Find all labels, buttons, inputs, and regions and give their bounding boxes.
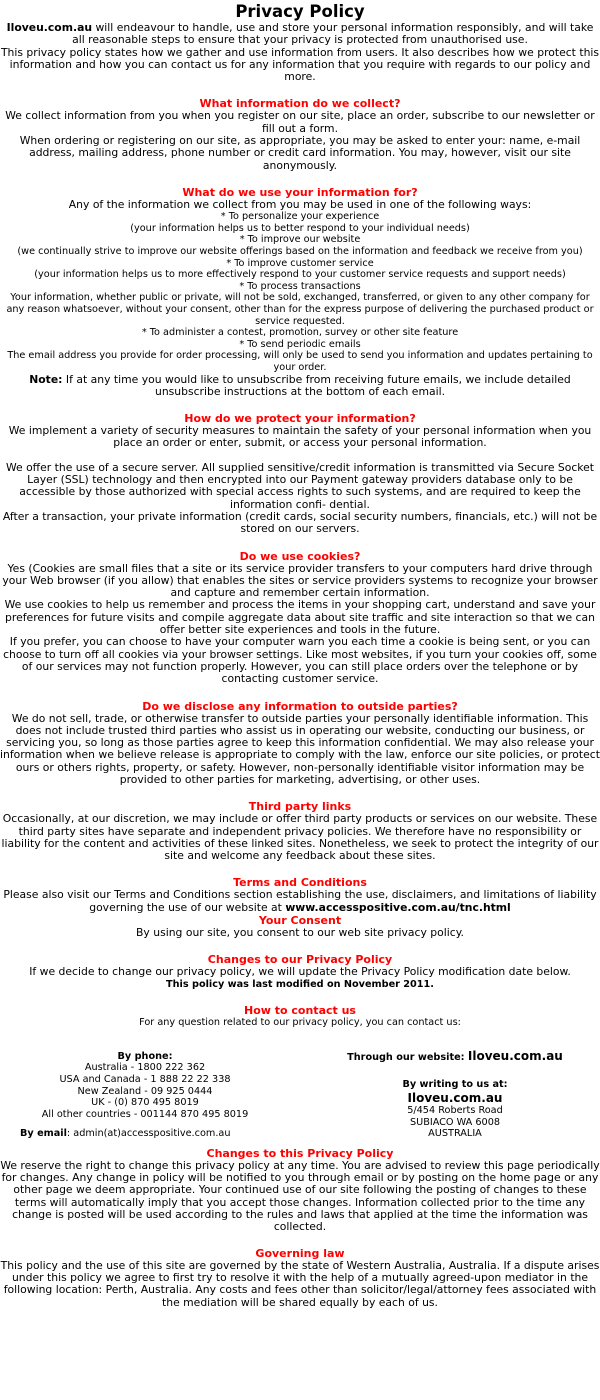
phone-line: All other countries - 001144 870 495 8019 [41, 1108, 249, 1120]
changes-heading: Changes to our Privacy Policy [207, 953, 393, 967]
consent-heading: Your Consent [258, 914, 342, 928]
disclose-heading: Do we disclose any information to outside parties? [142, 699, 458, 713]
intro-lead [0, 22, 600, 47]
terms-heading: Terms and Conditions [233, 876, 367, 890]
phone-line: USA and Canada - 1 888 22 22 338 [59, 1074, 231, 1086]
changes-this-paragraph: We reserve the right to change this privacy policy at any time. You are advised to review this page periodically for changes. Any change in policy will be notified to you through email or by posting on the home page or any other page we deem appropriate. Your continued use of our site following the posting of changes to these terms will automatically imply that you accept those changes. Information collected prior to the time any change is posted will be used according to the rules and laws that applied at the time the information was collected. [0, 1158, 600, 1234]
terms-text: Please also visit our Terms and Conditions section establishing the use, disclaimers, and limitations of liability governing the use of our website at [3, 888, 597, 914]
cookies-paragraph-3: If you prefer, you can choose to have your computer warn you each time a cookie is being sent, or you can choose to turn off all cookies via your browser settings. Like most websites, if you turn your cookies off, some of our services may not function properly. However, you can still place orders over the telephone or by contacting customer service. [3, 635, 597, 686]
use-item-detail: Your information, whether public or private, will not be sold, exchanged, transferred, or given to any other company for any reason whatsoever, without your consent, other than for the express purpose of delivering the purchased product or service requested. [6, 292, 594, 327]
contact-details [0, 1048, 600, 1147]
cookies-heading: Do we use cookies? [239, 549, 361, 563]
use-item-detail: (your information helps us to better respond to your individual needs) [130, 222, 470, 234]
law-paragraph: This policy and the use of this site are governed by the state of Western Australia, Australia. If a dispute arises under this policy we agree to first try to resolve it with the help of a mutually agreed-upon mediator in the following location: Perth, Australia. Any costs and fees other than solicitor/legal/attorney fees associated with the mediation will be shared equally by each of us. [0, 1258, 600, 1309]
website-name: Iloveu.com.au [467, 1048, 563, 1063]
protect-paragraph-3: After a transaction, your private information (credit cards, social security numbers, financials, etc.) will not be stored on our servers. [2, 509, 598, 536]
changes-paragraph: If we decide to change our privacy policy, we will update the Privacy Policy modification date below. [29, 965, 571, 979]
phone-line: New Zealand - 09 925 0444 [77, 1085, 213, 1097]
intro-lead-text: will endeavour to handle, use and store your personal information responsibly, and will take all reasonable steps to ensure that your privacy is protected from unauthorised use. [72, 21, 594, 47]
email-label: By email [20, 1128, 67, 1140]
use-item-detail: (your information helps us to more effectively respond to your customer service requests and support needs) [34, 269, 566, 281]
collect-paragraph-1: We collect information from you when you register on our site, place an order, subscribe to our newsletter or fill out a form. [5, 109, 595, 135]
protect-paragraph-2: We offer the use of a secure server. All supplied sensitive/credit information is transmitted via Secure Socket Layer (SSL) technology and then encrypted into our Payment gateway providers database only to be accessible by those authorized with special access rights to such systems, and are required to keep the information confi- dential. [5, 460, 595, 511]
consent-paragraph: By using our site, you consent to our web site privacy policy. [136, 926, 464, 940]
law-heading: Governing law [255, 1246, 345, 1260]
website-label: Through our website: [347, 1051, 468, 1063]
website-line [310, 1049, 600, 1064]
unsubscribe-note [0, 374, 600, 399]
intro-site-name: Iloveu.com.au [6, 21, 93, 34]
use-intro: Any of the information we collect from you may be used in one of the following ways: [68, 197, 532, 211]
disclose-paragraph: We do not sell, trade, or otherwise transfer to outside parties your personally identifiable information. This does not include trusted third parties who assist us in operating our website, conducting our business, or servicing you, so long as those parties agree to keep this information confidential. We may also release your information when we believe release is appropriate to comply with the law, enforce our site policies, or protect ours or others rights, property, or safety. However, non-personally identifiable visitor information may be provided to other parties for marketing, advertising, or other uses. [0, 711, 600, 786]
page-title: Privacy Policy [235, 2, 365, 21]
phone-line: Australia - 1800 222 362 [84, 1062, 206, 1074]
last-modified: This policy was last modified on November 2011. [166, 978, 434, 990]
cookies-paragraph-2: We use cookies to help us remember and process the items in your shopping cart, understand and save your preferences for future visits and compile aggregate data about site traffic and site interaction so that we can offer better site experiences and tools in the future. [4, 598, 596, 637]
protect-paragraph-1: We implement a variety of security measures to maintain the safety of your personal information when you place an order or enter, submit, or access your personal information. [8, 424, 592, 450]
note-label: Note: [29, 372, 63, 386]
phone-line: UK - (0) 870 495 8019 [91, 1097, 199, 1109]
protect-heading: How do we protect your information? [184, 412, 416, 426]
intro-paragraph: This privacy policy states how we gather and use information from users. It also describes how we protect this information and how you can contact us for any information that you require with regards to our policy and more. [0, 45, 600, 84]
phone-label: By phone: [117, 1050, 173, 1062]
address-line: SUBIACO WA 6008 [409, 1116, 501, 1128]
use-heading: What do we use your information for? [182, 185, 418, 199]
collect-heading: What information do we collect? [199, 97, 401, 111]
use-list [0, 211, 600, 373]
contact-heading: How to contact us [244, 1004, 356, 1018]
writing-label: By writing to us at: [402, 1079, 508, 1091]
address-line: 5/454 Roberts Road [407, 1105, 503, 1117]
use-item-title: * To improve customer service [226, 257, 374, 269]
use-item-title: * To personalize your experience [220, 211, 380, 223]
email-line [0, 1128, 290, 1140]
use-item-title: * To administer a contest, promotion, survey or other site feature [141, 327, 459, 339]
contact-phone-block [0, 1051, 290, 1140]
email-value: : admin(at)accesspositive.com.au [66, 1128, 231, 1140]
use-item-detail: (we continually strive to improve our website offerings based on the information and feedback we receive from you) [17, 246, 583, 258]
use-item-detail: The email address you provide for order processing, will only be used to send you information and updates pertaining to your order. [7, 350, 593, 373]
use-item-title: * To process transactions [239, 280, 361, 292]
cookies-paragraph-1: Yes (Cookies are small files that a site or its service provider transfers to your computers hard drive through your Web browser (if you allow) that enables the sites or service providers systems to recognize your browser and capture and remember certain information. [2, 561, 598, 600]
collect-paragraph-2: When ordering or registering on our site, as appropriate, you may be asked to enter your: name, e-mail address, mailing address, phone number or credit card information. You may, however, visit our site anonymously. [19, 134, 581, 172]
terms-paragraph [0, 889, 600, 914]
contact-intro: For any question related to our privacy policy, you can contact us: [139, 1017, 461, 1029]
use-item-title: * To send periodic emails [239, 338, 361, 350]
writing-name: Iloveu.com.au [407, 1091, 503, 1106]
terms-link[interactable]: www.accesspositive.com.au/tnc.html [285, 900, 511, 914]
changes-this-heading: Changes to this Privacy Policy [206, 1146, 394, 1160]
address-line: AUSTRALIA [428, 1128, 482, 1140]
third-party-paragraph: Occasionally, at our discretion, we may include or offer third party products or services on our website. These third party sites have separate and independent privacy policies. We therefore have no responsibility or liability for the content and activities of these linked sites. Nonetheless, we seek to protect the integrity of our site and welcome any feedback about these sites. [1, 812, 599, 863]
use-item-title: * To improve our website [239, 234, 361, 246]
contact-web-block [310, 1048, 600, 1140]
note-text: If at any time you would like to unsubscribe from receiving future emails, we include detailed unsubscribe instructions at the bottom of each email. [62, 372, 571, 398]
third-party-heading: Third party links [248, 800, 352, 814]
